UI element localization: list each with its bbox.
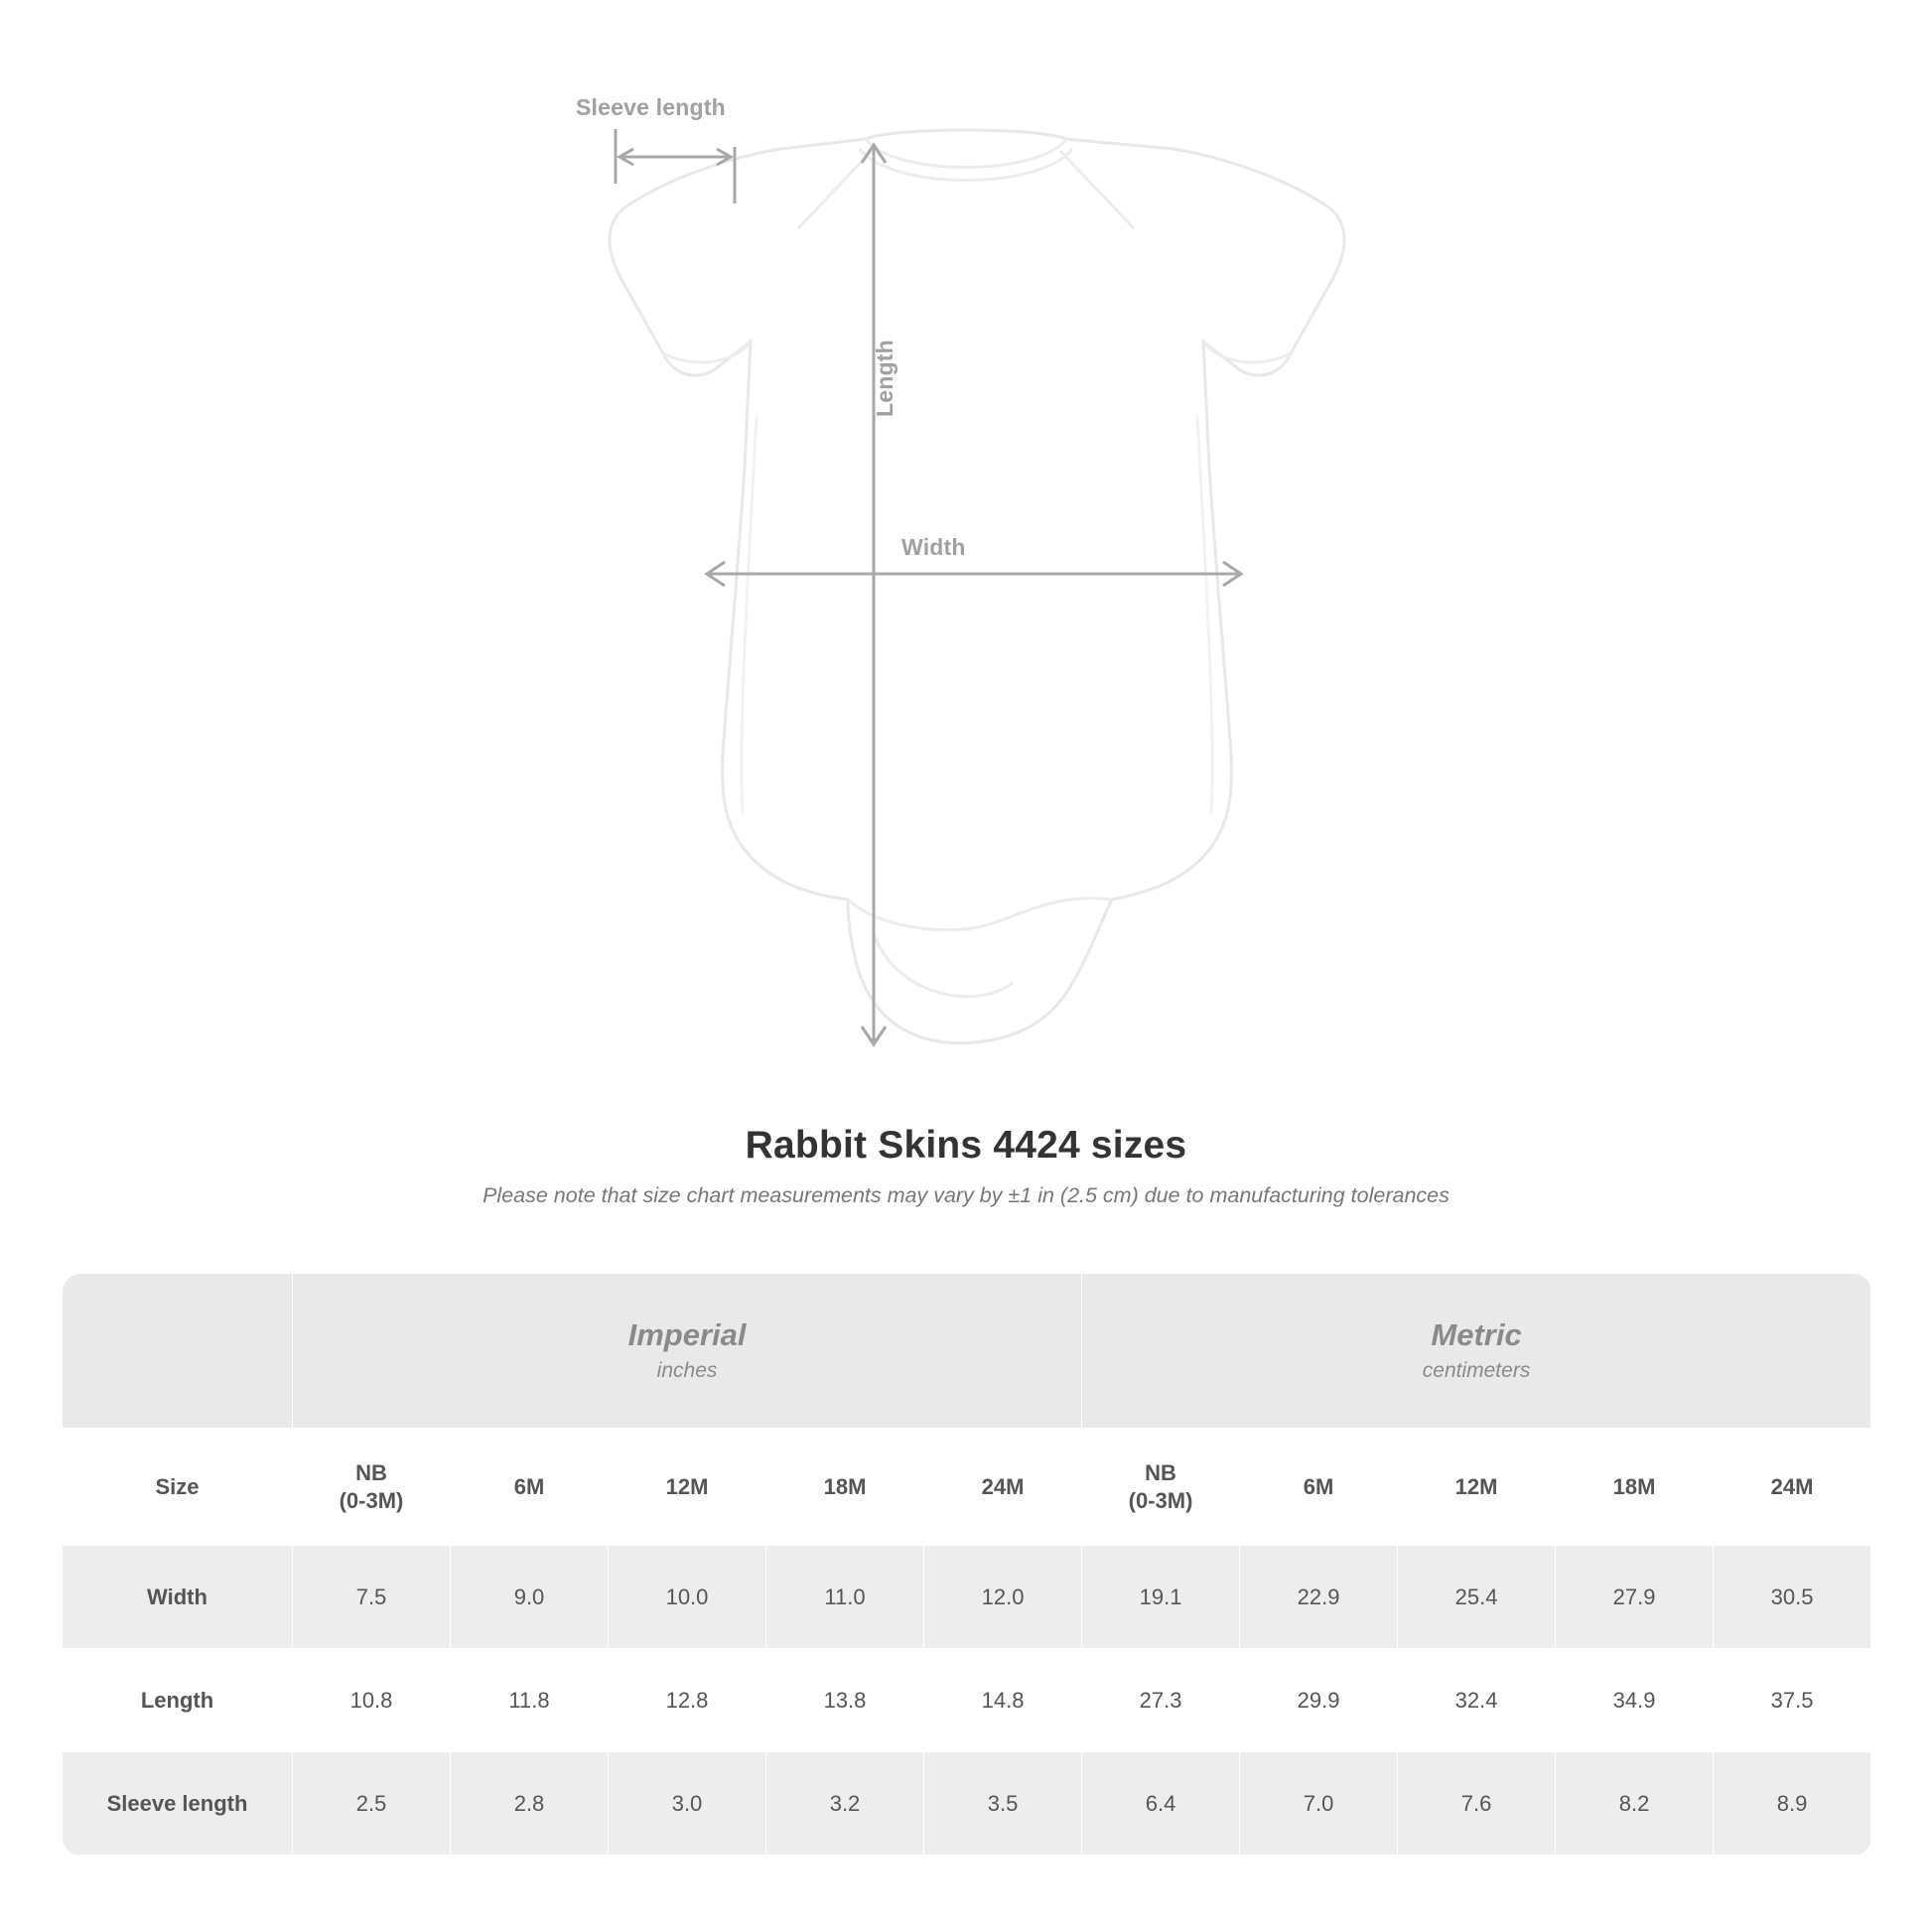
cell-width-imperial-12m: 10.0 <box>609 1546 766 1649</box>
cell-width-metric-nb: 19.1 <box>1082 1546 1240 1649</box>
cell-width-imperial-18m: 11.0 <box>766 1546 924 1649</box>
unit-header-row <box>63 1274 1871 1429</box>
cell-sleeve-metric-12m: 7.6 <box>1398 1752 1556 1856</box>
cell-sleeve-imperial-12m: 3.0 <box>609 1752 766 1856</box>
cell-sleeve-metric-6m: 7.0 <box>1240 1752 1398 1856</box>
table-row <box>63 1752 1871 1856</box>
row-label-sleeve-length: Sleeve length <box>63 1752 293 1856</box>
sleeve-length-dimension-label: Sleeve length <box>576 94 726 120</box>
cell-sleeve-imperial-18m: 3.2 <box>766 1752 924 1856</box>
cell-sleeve-metric-18m: 8.2 <box>1556 1752 1714 1856</box>
row-label-length: Length <box>63 1649 293 1752</box>
imperial-label: Imperial <box>627 1316 747 1352</box>
cell-length-imperial-12m: 12.8 <box>609 1649 766 1752</box>
cell-sleeve-imperial-24m: 3.5 <box>924 1752 1082 1856</box>
length-dimension-label: Length <box>872 340 897 417</box>
cell-sleeve-metric-24m: 8.9 <box>1714 1752 1871 1856</box>
size-header-label: Size <box>63 1429 293 1546</box>
column-header-imperial-24m: 24M <box>924 1429 1082 1546</box>
column-header-metric-6m: 6M <box>1240 1429 1398 1546</box>
unit-header-metric <box>1082 1274 1871 1429</box>
cell-sleeve-imperial-nb: 2.5 <box>293 1752 451 1856</box>
column-header-label: NB <box>355 1460 387 1485</box>
cell-width-metric-6m: 22.9 <box>1240 1546 1398 1649</box>
cell-sleeve-imperial-6m: 2.8 <box>451 1752 609 1856</box>
imperial-sublabel: inches <box>656 1359 718 1383</box>
size-table <box>62 1273 1871 1856</box>
row-label-width: Width <box>63 1546 293 1649</box>
column-header-imperial-nb <box>293 1429 451 1546</box>
cell-width-imperial-24m: 12.0 <box>924 1546 1082 1649</box>
column-header-imperial-18m: 18M <box>766 1429 924 1546</box>
size-table-wrapper <box>62 1273 1870 1856</box>
cell-length-metric-6m: 29.9 <box>1240 1649 1398 1752</box>
unit-header-empty <box>63 1274 293 1429</box>
table-row <box>63 1649 1871 1752</box>
cell-length-imperial-nb: 10.8 <box>293 1649 451 1752</box>
unit-header-imperial <box>293 1274 1082 1429</box>
width-dimension-label: Width <box>901 534 966 560</box>
cell-length-metric-24m: 37.5 <box>1714 1649 1871 1752</box>
cell-length-metric-18m: 34.9 <box>1556 1649 1714 1752</box>
column-header-metric-12m: 12M <box>1398 1429 1556 1546</box>
column-header-label: NB <box>1145 1460 1176 1485</box>
cell-length-imperial-18m: 13.8 <box>766 1649 924 1752</box>
table-row <box>63 1546 1871 1649</box>
column-header-imperial-12m: 12M <box>609 1429 766 1546</box>
column-header-metric-nb <box>1082 1429 1240 1546</box>
cell-width-metric-12m: 25.4 <box>1398 1546 1556 1649</box>
cell-length-metric-nb: 27.3 <box>1082 1649 1240 1752</box>
size-header-row <box>63 1429 1871 1546</box>
column-header-metric-18m: 18M <box>1556 1429 1714 1546</box>
page-title: Rabbit Skins 4424 sizes <box>745 1124 1187 1167</box>
column-header-sublabel: (0-3M) <box>1128 1487 1193 1513</box>
column-header-metric-24m: 24M <box>1714 1429 1871 1546</box>
cell-width-imperial-nb: 7.5 <box>293 1546 451 1649</box>
column-header-imperial-6m: 6M <box>451 1429 609 1546</box>
cell-width-metric-24m: 30.5 <box>1714 1546 1871 1649</box>
title-block <box>0 1124 1932 1208</box>
cell-length-imperial-24m: 14.8 <box>924 1649 1082 1752</box>
cell-length-imperial-6m: 11.8 <box>451 1649 609 1752</box>
cell-width-imperial-6m: 9.0 <box>451 1546 609 1649</box>
tolerance-note: Please note that size chart measurements may vary by ±1 in (2.5 cm) due to manufacturing tolerances <box>483 1183 1449 1207</box>
metric-sublabel: centimeters <box>1422 1359 1531 1383</box>
cell-width-metric-18m: 27.9 <box>1556 1546 1714 1649</box>
bodysuit-shape <box>610 130 1344 1043</box>
cell-sleeve-metric-nb: 6.4 <box>1082 1752 1240 1856</box>
metric-label: Metric <box>1431 1316 1522 1352</box>
column-header-sublabel: (0-3M) <box>339 1487 404 1513</box>
cell-length-metric-12m: 32.4 <box>1398 1649 1556 1752</box>
